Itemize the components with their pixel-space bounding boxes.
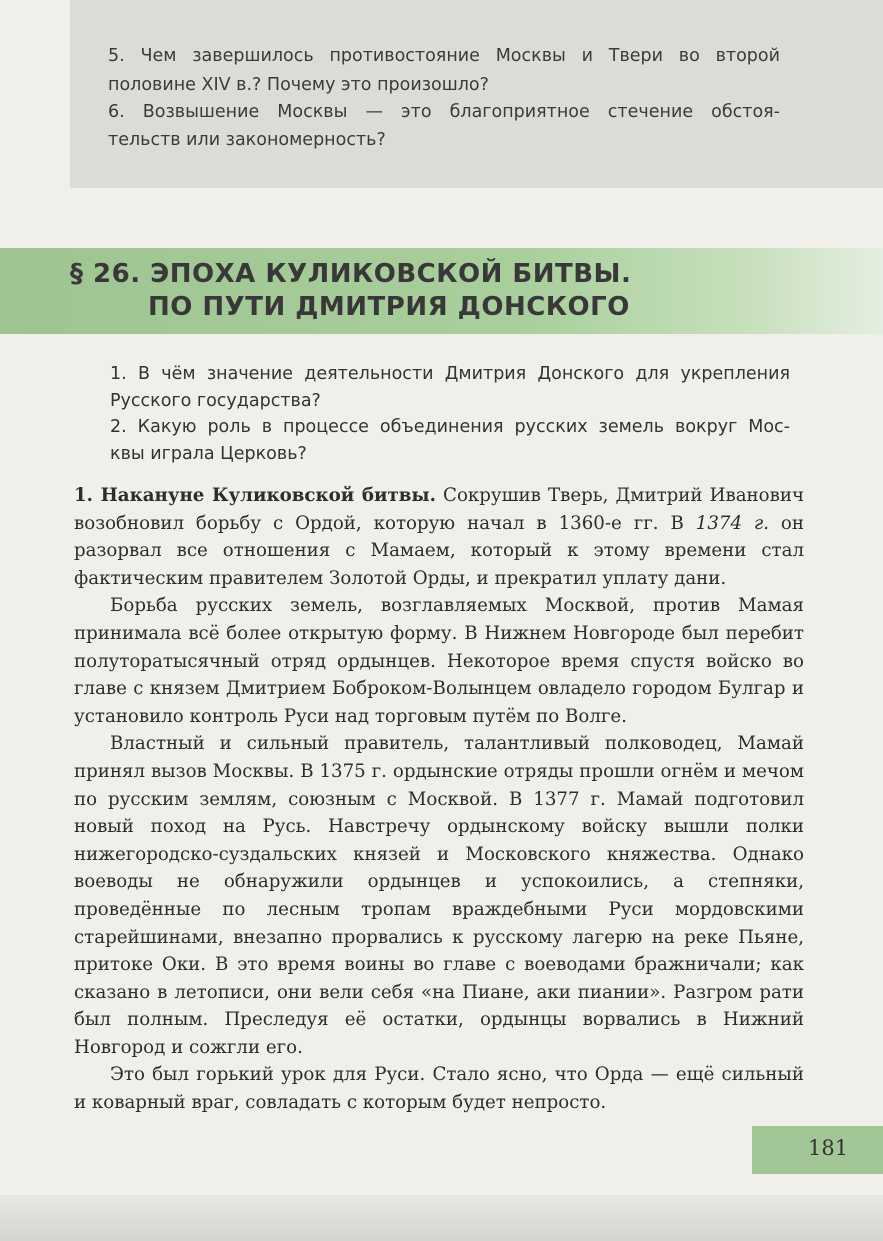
subheading: 1. Накануне Куликовской битвы. [74, 485, 436, 506]
section-question-2-line-2: квы играла Церковь? [110, 444, 307, 464]
question-6-line-2: тельств или закономерность? [108, 130, 386, 150]
page-number: 181 [808, 1136, 849, 1160]
question-6-line-1: 6. Возвышение Москвы — это благоприятное стечение обстоя- [108, 102, 780, 122]
section-question-1-line-2: Русского государства? [110, 391, 321, 411]
paragraph-1-year: 1374 г. [695, 512, 769, 534]
section-title-line-2: ПО ПУТИ ДМИТРИЯ ДОНСКОГО [148, 292, 630, 322]
paragraph-1 [74, 482, 804, 592]
paragraph-1-part-a: Сокрушив Тверь, Дмитрий Иванович возобновил борьбу с Ордой, которую начал в 1360-е гг. В [74, 485, 805, 534]
section-title [70, 258, 631, 324]
paragraph-4: Это был горький урок для Руси. Стало ясно, что Орда — ещё сильный и коварный враг, совладать с которым будет непросто. [74, 1064, 804, 1114]
section-question-2-line-1: 2. Какую роль в процессе объединения русских земель вокруг Мос- [110, 417, 790, 437]
body-text [74, 482, 804, 1117]
section-question-1-line-1: 1. В чём значение деятельности Дмитрия Донского для укрепления [110, 364, 790, 384]
section-title-line-1: § 26. ЭПОХА КУЛИКОВСКОЙ БИТВЫ. [70, 259, 632, 289]
question-5-line-2: половине XIV в.? Почему это произошло? [108, 75, 489, 95]
paragraph-3: Властный и сильный правитель, талантливый полководец, Мамай принял вызов Москвы. В 1375 г. ордынские отряды прошли огнём и мечом по русским землям, союзным с Москвой. В 1377 г. Мамай подготовил новый поход на Русь. Навстречу ордынскому войску вышли полки нижегородско-суздальских князей и Московского княжества. Однако воеводы не обнаружили ордынцев и успокоились, а степняки, проведённые по лесным тропам враждебными Руси мордовскими старейшинами, внезапно прорвались к русскому лагерю на реке Пьяне, притоке Оки. В это время воины во главе с воеводами бражничали; как сказано в летописи, они вели себя «на Пиане, аки пиании». Разгром рати был полным. Преследуя её остатки, ордынцы ворвались в Нижний Новгород и сожгли его. [74, 733, 804, 1058]
question-5-line-1: 5. Чем завершилось противостояние Москвы и Твери во второй [108, 46, 780, 66]
paragraph-1-part-b: он разорвал все отношения с Мамаем, который к этому времени стал фактическим правителем Золотой Орды, и прекратил уплату дани. [74, 512, 804, 589]
page-bottom-edge [0, 1195, 883, 1241]
paragraph-2: Борьба русских земель, возглавляемых Москвой, против Мамая принимала всё более открытую форму. В Нижнем Новгороде был перебит полутoратысячный отряд ордынцев. Некоторое время спустя войско во главе с князем Дмитрием Боброком-Волынцем овладело городом Булгар и установило контроль Руси над торговым путём по Волге. [74, 595, 804, 727]
